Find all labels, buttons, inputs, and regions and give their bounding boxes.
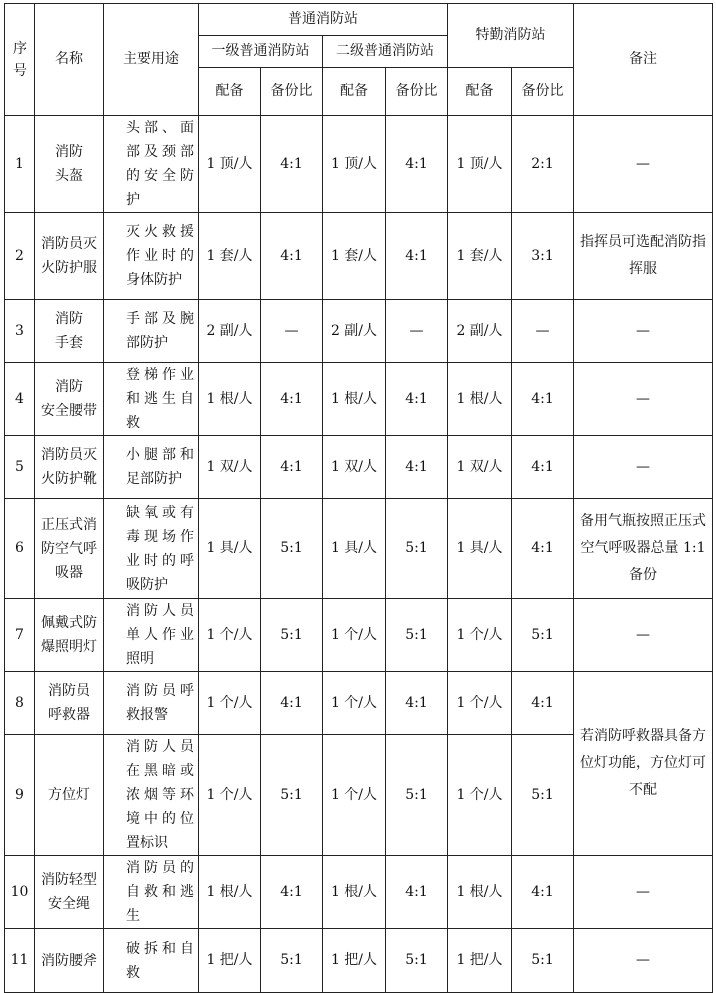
cell-special-config: 1 根/人	[448, 363, 512, 436]
cell-remark: 若消防呼救器具备方位灯功能，方位灯可不配	[574, 672, 713, 856]
table-row	[5, 599, 713, 672]
cell-l1-ratio: —	[261, 300, 323, 363]
cell-no: 2	[5, 213, 35, 300]
cell-l1-config: 1 个/人	[199, 735, 261, 856]
cell-use: 消防人员单人作业照明	[104, 599, 199, 672]
cell-remark: —	[574, 436, 713, 499]
cell-l1-ratio: 4:1	[261, 856, 323, 929]
cell-l1-config: 1 顶/人	[199, 116, 261, 213]
header-seq: 序号	[5, 4, 35, 116]
cell-l1-config: 1 把/人	[199, 929, 261, 993]
cell-l1-ratio: 4:1	[261, 116, 323, 213]
cell-no: 5	[5, 436, 35, 499]
cell-use: 小腿部和足部防护	[104, 436, 199, 499]
cell-name: 消防员 呼救器	[35, 672, 104, 735]
table-row	[5, 436, 713, 499]
cell-special-config: 1 根/人	[448, 856, 512, 929]
cell-l1-ratio: 4:1	[261, 213, 323, 300]
cell-l2-ratio: 4:1	[386, 363, 448, 436]
equipment-table	[4, 3, 713, 993]
header-use: 主要用途	[104, 4, 199, 116]
header-special-ratio: 备份比	[512, 68, 574, 116]
cell-l2-ratio: 5:1	[386, 929, 448, 993]
cell-l1-config: 1 具/人	[199, 499, 261, 599]
cell-special-ratio: 5:1	[512, 929, 574, 993]
cell-remark: 备用气瓶按照正压式空气呼吸器总量 1:1 备份	[574, 499, 713, 599]
table-header	[5, 4, 713, 116]
cell-remark: 指挥员可选配消防指挥服	[574, 213, 713, 300]
header-remark: 备注	[574, 4, 713, 116]
cell-special-config: 2 副/人	[448, 300, 512, 363]
cell-use: 灭火救援作业时的身体防护	[104, 213, 199, 300]
cell-special-ratio: 3:1	[512, 213, 574, 300]
cell-l2-ratio: 5:1	[386, 499, 448, 599]
cell-l2-config: 1 根/人	[323, 856, 386, 929]
cell-use: 消防人员在黑暗或浓烟等环境中的位置标识	[104, 735, 199, 856]
table-row	[5, 213, 713, 300]
cell-l1-config: 1 个/人	[199, 599, 261, 672]
cell-special-config: 1 具/人	[448, 499, 512, 599]
cell-special-ratio: 4:1	[512, 363, 574, 436]
cell-l2-config: 1 个/人	[323, 599, 386, 672]
cell-l2-config: 1 个/人	[323, 672, 386, 735]
cell-l2-config: 1 根/人	[323, 363, 386, 436]
table-row	[5, 300, 713, 363]
cell-l1-config: 1 根/人	[199, 856, 261, 929]
header-l1-ratio: 备份比	[261, 68, 323, 116]
cell-name: 消防 安全腰带	[35, 363, 104, 436]
cell-l1-config: 1 双/人	[199, 436, 261, 499]
cell-l2-ratio: 4:1	[386, 672, 448, 735]
cell-no: 6	[5, 499, 35, 599]
header-l1-config: 配备	[199, 68, 261, 116]
cell-special-ratio: 2:1	[512, 116, 574, 213]
cell-use: 破拆和自救	[104, 929, 199, 993]
table-row	[5, 363, 713, 436]
cell-remark: —	[574, 929, 713, 993]
cell-name: 消防 手套	[35, 300, 104, 363]
cell-l2-config: 2 副/人	[323, 300, 386, 363]
cell-l1-config: 1 个/人	[199, 672, 261, 735]
cell-special-config: 1 把/人	[448, 929, 512, 993]
header-l2-config: 配备	[323, 68, 386, 116]
table-row	[5, 499, 713, 599]
cell-name: 正压式消防空气呼吸器	[35, 499, 104, 599]
header-level1-station: 一级普通消防站	[199, 36, 323, 68]
cell-l2-config: 1 具/人	[323, 499, 386, 599]
cell-use: 消防员的自救和逃生	[104, 856, 199, 929]
cell-l2-config: 1 套/人	[323, 213, 386, 300]
header-level2-station: 二级普通消防站	[323, 36, 448, 68]
cell-l2-config: 1 把/人	[323, 929, 386, 993]
cell-use: 头部、面部及颈部的安全防护	[104, 116, 199, 213]
cell-name: 方位灯	[35, 735, 104, 856]
cell-special-ratio: 4:1	[512, 436, 574, 499]
cell-l1-config: 1 套/人	[199, 213, 261, 300]
cell-l2-ratio: 4:1	[386, 213, 448, 300]
cell-l1-ratio: 4:1	[261, 672, 323, 735]
cell-l2-ratio: 4:1	[386, 856, 448, 929]
cell-l2-config: 1 顶/人	[323, 116, 386, 213]
cell-special-ratio: 5:1	[512, 735, 574, 856]
table-row	[5, 116, 713, 213]
cell-special-config: 1 个/人	[448, 735, 512, 856]
cell-l1-config: 1 根/人	[199, 363, 261, 436]
cell-l1-ratio: 4:1	[261, 363, 323, 436]
header-l2-ratio: 备份比	[386, 68, 448, 116]
header-special-config: 配备	[448, 68, 512, 116]
cell-no: 9	[5, 735, 35, 856]
cell-l2-ratio: —	[386, 300, 448, 363]
cell-l1-ratio: 4:1	[261, 436, 323, 499]
cell-no: 8	[5, 672, 35, 735]
cell-remark: —	[574, 856, 713, 929]
cell-special-ratio: 4:1	[512, 499, 574, 599]
cell-no: 4	[5, 363, 35, 436]
table-row	[5, 856, 713, 929]
cell-remark: —	[574, 363, 713, 436]
cell-l1-ratio: 5:1	[261, 499, 323, 599]
cell-remark: —	[574, 599, 713, 672]
cell-l1-ratio: 5:1	[261, 599, 323, 672]
cell-l2-ratio: 5:1	[386, 735, 448, 856]
cell-name: 消防员灭火防护靴	[35, 436, 104, 499]
cell-special-ratio: 4:1	[512, 672, 574, 735]
cell-name: 消防 头盔	[35, 116, 104, 213]
cell-no: 10	[5, 856, 35, 929]
table-body	[5, 116, 713, 993]
cell-name: 消防腰斧	[35, 929, 104, 993]
cell-name: 消防轻型安全绳	[35, 856, 104, 929]
cell-l1-config: 2 副/人	[199, 300, 261, 363]
cell-use: 手部及腕部防护	[104, 300, 199, 363]
cell-use: 消防员呼救报警	[104, 672, 199, 735]
cell-no: 7	[5, 599, 35, 672]
header-special-station: 特勤消防站	[448, 4, 574, 68]
cell-special-config: 1 双/人	[448, 436, 512, 499]
cell-special-config: 1 个/人	[448, 672, 512, 735]
cell-special-ratio: 5:1	[512, 599, 574, 672]
cell-use: 缺氧或有毒现场作业时的呼吸防护	[104, 499, 199, 599]
header-name: 名称	[35, 4, 104, 116]
cell-l1-ratio: 5:1	[261, 929, 323, 993]
cell-remark: —	[574, 300, 713, 363]
cell-special-config: 1 个/人	[448, 599, 512, 672]
cell-special-config: 1 顶/人	[448, 116, 512, 213]
cell-l2-config: 1 个/人	[323, 735, 386, 856]
cell-name: 佩戴式防爆照明灯	[35, 599, 104, 672]
table-row	[5, 929, 713, 993]
cell-special-ratio: 4:1	[512, 856, 574, 929]
cell-l1-ratio: 5:1	[261, 735, 323, 856]
header-ordinary-station: 普通消防站	[199, 4, 448, 36]
cell-special-config: 1 套/人	[448, 213, 512, 300]
cell-use: 登梯作业和逃生自救	[104, 363, 199, 436]
cell-no: 3	[5, 300, 35, 363]
cell-special-ratio: —	[512, 300, 574, 363]
table-row	[5, 672, 713, 735]
cell-l2-ratio: 4:1	[386, 116, 448, 213]
cell-l2-config: 1 双/人	[323, 436, 386, 499]
cell-remark: —	[574, 116, 713, 213]
cell-l2-ratio: 4:1	[386, 436, 448, 499]
cell-no: 11	[5, 929, 35, 993]
cell-l2-ratio: 5:1	[386, 599, 448, 672]
cell-no: 1	[5, 116, 35, 213]
cell-name: 消防员灭火防护服	[35, 213, 104, 300]
